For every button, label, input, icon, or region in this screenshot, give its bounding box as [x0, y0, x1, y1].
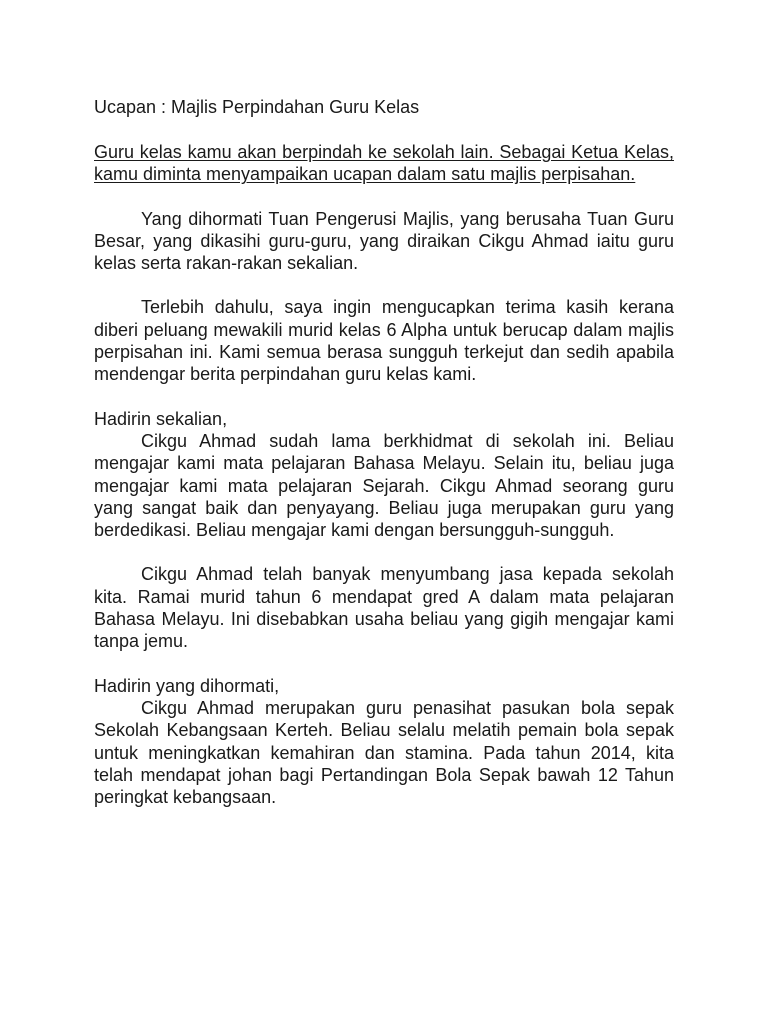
task-instruction: Guru kelas kamu akan berpindah ke sekolah lain. Sebagai Ketua Kelas, kamu diminta menyampaikan ucapan dalam satu majlis perpisahan. [94, 142, 674, 185]
speech-paragraph-greeting: Yang dihormati Tuan Pengerusi Majlis, yang berusaha Tuan Guru Besar, yang dikasihi guru-guru, yang diraikan Cikgu Ahmad iaitu guru kelas serta rakan-rakan sekalian. [94, 208, 674, 274]
document-page [94, 96, 674, 808]
speech-paragraph-football: Cikgu Ahmad merupakan guru penasihat pasukan bola sepak Sekolah Kebangsaan Kerteh. Beliau selalu melatih pemain bola sepak untuk meningkatkan kemahiran dan stamina. Pada tahun 2014, kita telah mendapat johan bagi Pertandingan Bola Sepak bawah 12 Tahun peringkat kebangsaan. [94, 697, 674, 808]
speech-paragraph-thanks: Terlebih dahulu, saya ingin mengucapkan terima kasih kerana diberi peluang mewakili murid kelas 6 Alpha untuk berucap dalam majlis perpisahan ini. Kami semua berasa sungguh terkejut dan sedih apabila mendengar berita perpindahan guru kelas kami. [94, 297, 674, 385]
salutation-2: Hadirin yang dihormati, [94, 675, 280, 696]
speech-paragraph-contribution: Cikgu Ahmad telah banyak menyumbang jasa kepada sekolah kita. Ramai murid tahun 6 mendapat gred A dalam mata pelajaran Bahasa Melayu. Ini disebabkan usaha beliau yang gigih mengajar kami tanpa jemu. [94, 564, 674, 652]
speech-paragraph-service: Cikgu Ahmad sudah lama berkhidmat di sekolah ini. Beliau mengajar kami mata pelajaran Bahasa Melayu. Selain itu, beliau juga mengajar kami mata pelajaran Sejarah. Cikgu Ahmad seorang guru yang sangat baik dan penyayang. Beliau juga merupakan guru yang berdedikasi. Beliau mengajar kami dengan bersungguh-sungguh. [94, 430, 674, 541]
document-title: Ucapan : Majlis Perpindahan Guru Kelas [94, 97, 420, 117]
salutation-1: Hadirin sekalian, [94, 408, 228, 429]
